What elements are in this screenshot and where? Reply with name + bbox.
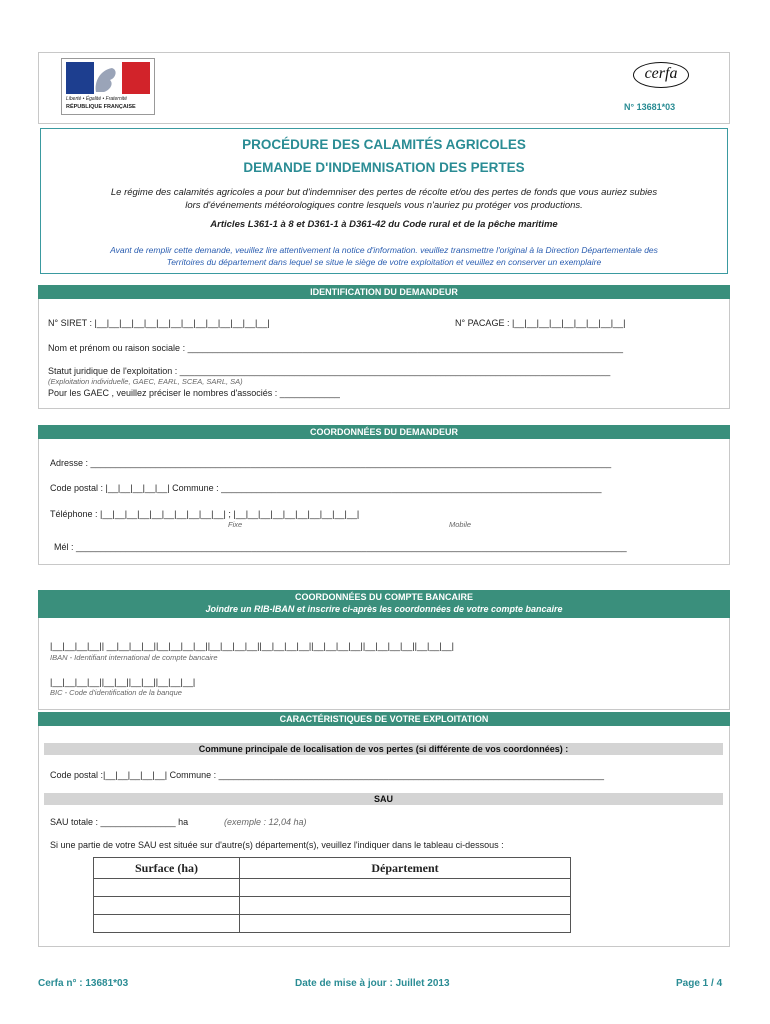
page-title-line2: DEMANDE D'INDEMNISATION DES PERTES	[243, 160, 525, 175]
logo-republique: RÉPUBLIQUE FRANÇAISE	[66, 104, 136, 110]
intro-text-1: Le régime des calamités agricoles a pour but d'indemniser des pertes de récolte et/ou des pertes de fonds que vous auriez subies	[110, 187, 658, 198]
page-title-line1: PROCÉDURE DES CALAMITÉS AGRICOLES	[242, 137, 526, 152]
surface-cell[interactable]	[94, 897, 240, 915]
fixe-label: Fixe	[228, 520, 243, 529]
statut-field[interactable]: Statut juridique de l'exploitation : ______________________________________________________________________________________	[48, 366, 611, 376]
nom-field[interactable]: Nom et prénom ou raison sociale : _______________________________________________________________________________________	[48, 343, 624, 353]
footer-page-number: Page 1 / 4	[676, 978, 723, 989]
sau-note: Si une partie de votre SAU est située sur d'autre(s) département(s), veuillez l'indiquer dans le tableau ci-dessous :	[50, 840, 504, 850]
departement-header: Département	[240, 858, 571, 879]
iban-hint: IBAN - Identifiant international de compte bancaire	[50, 653, 218, 662]
republique-logo	[61, 58, 155, 115]
table-row	[94, 879, 571, 897]
footer-update-date: Date de mise à jour : Juillet 2013	[295, 978, 450, 989]
notice-text-2: Territoires du département dans lequel se situe le siège de votre exploitation et veuillez en conserver un exemplaire	[166, 257, 602, 267]
telephone-field[interactable]: Téléphone : |__|__|__|__|__|__|__|__|__|__| ; |__|__|__|__|__|__|__|__|__|__|	[50, 509, 360, 519]
banque-heading	[38, 590, 730, 618]
footer-cerfa-number: Cerfa n° : 13681*03	[38, 978, 129, 989]
coordonnees-heading: COORDONNÉES DU DEMANDEUR	[38, 425, 730, 439]
commune-heading: Commune principale de localisation de vos pertes (si différente de vos coordonnées) :	[44, 743, 723, 755]
banque-heading-sub: Joindre un RIB-IBAN et inscrire ci-après les coordonnées de votre compte bancaire	[205, 604, 563, 614]
surface-cell[interactable]	[94, 915, 240, 933]
bic-field[interactable]: |__|__|__|__||__|__||__|__||__|__|__|	[50, 677, 196, 687]
articles-reference: Articles L361-1 à 8 et D361-1 à D361-42 du Code rural et de la pêche maritime	[210, 219, 558, 230]
exploitation-heading: CARACTÉRISTIQUES DE VOTRE EXPLOITATION	[38, 712, 730, 726]
table-row	[94, 897, 571, 915]
surface-header: Surface (ha)	[94, 858, 240, 879]
sau-totale-field[interactable]: SAU totale : _______________ ha	[50, 817, 189, 827]
banque-heading-title: COORDONNÉES DU COMPTE BANCAIRE	[294, 592, 473, 602]
mobile-label: Mobile	[449, 520, 472, 529]
statut-hint: (Exploitation individuelle, GAEC, EARL, SCEA, SARL, SA)	[48, 377, 243, 386]
surface-cell[interactable]	[94, 879, 240, 897]
departement-cell[interactable]	[240, 879, 571, 897]
intro-text-2: lors d'événements météorologiques contre lesquels vous n'auriez pu protéger vos productions.	[185, 200, 583, 211]
gaec-field[interactable]: Pour les GAEC , veuillez préciser le nombres d'associés : ____________	[48, 388, 340, 398]
marianne-icon	[66, 62, 150, 94]
mel-field[interactable]: Mél : ______________________________________________________________________________________________________________	[54, 542, 627, 552]
logo-motto: Liberté • Égalité • Fraternité	[66, 96, 128, 102]
identification-heading: IDENTIFICATION DU DEMANDEUR	[38, 285, 730, 299]
bic-hint: BIC - Code d'identification de la banque	[50, 688, 182, 697]
exploitation-code-postal-field[interactable]: Code postal :|__|__|__|__|__| Commune : _____________________________________________________________________________	[50, 770, 605, 780]
adresse-field[interactable]: Adresse : ________________________________________________________________________________________________________	[50, 458, 612, 468]
cerfa-logo	[633, 62, 689, 88]
sau-example: (exemple : 12,04 ha)	[224, 817, 307, 827]
departement-cell[interactable]	[240, 915, 571, 933]
departement-cell[interactable]	[240, 897, 571, 915]
notice-text-1: Avant de remplir cette demande, veuillez lire attentivement la notice d'information. veuillez transmettre l'original à la Direction Départementale des	[110, 245, 658, 255]
form-number: N° 13681*03	[624, 102, 676, 112]
code-postal-field[interactable]: Code postal : |__|__|__|__|__| Commune : ____________________________________________________________________________	[50, 483, 602, 493]
surface-table	[93, 857, 571, 933]
cerfa-logo-text: cerfa	[644, 65, 678, 82]
iban-field[interactable]: |__|__|__|__|| __|__|__|__||__|__|__|__||__|__|__|__||__|__|__|__||__|__|__|__||__|__|__|__||__|__|__|	[50, 641, 455, 651]
table-row	[94, 915, 571, 933]
sau-heading: SAU	[44, 793, 723, 805]
pacage-field[interactable]: N° PACAGE : |__|__|__|__|__|__|__|__|__|	[455, 318, 626, 328]
siret-field[interactable]: N° SIRET : |__|__|__|__|__|__|__|__|__|__|__|__|__|__|	[48, 318, 270, 328]
